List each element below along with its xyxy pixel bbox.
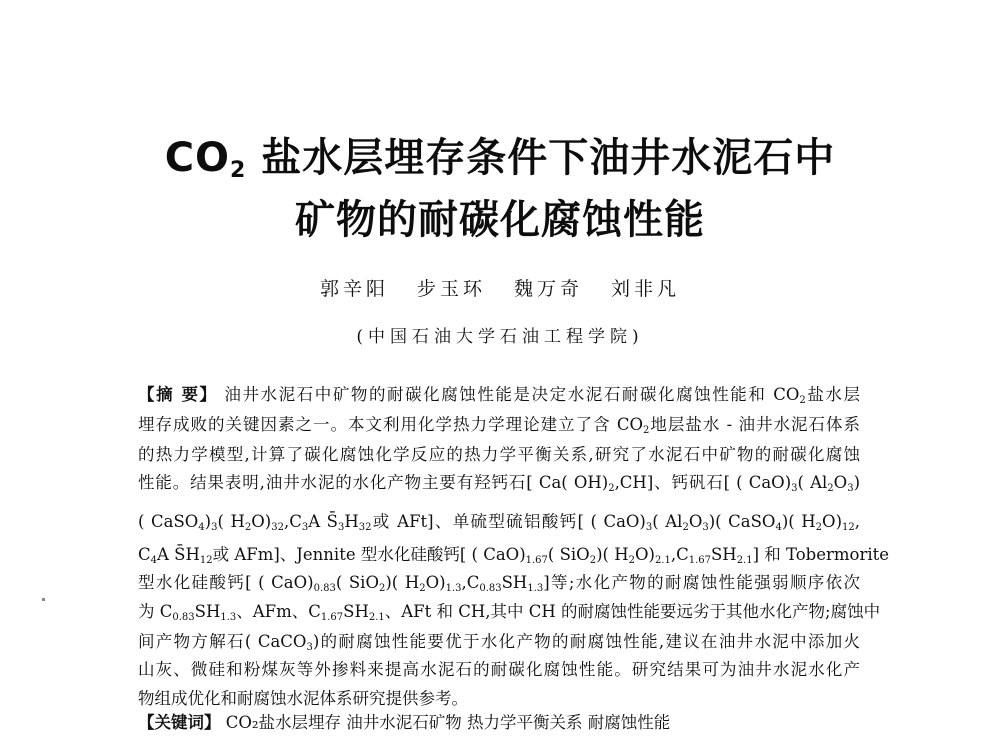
abstract-line-11: 物组成优化和耐腐蚀水泥体系研究提供参考。: [138, 689, 468, 708]
abstract-line-9: 间产物方解石( CaCO$_3$)的耐腐蚀性能要优于水化产物的耐腐蚀性能,建议在油井水泥中添加火: [138, 632, 861, 653]
paper-title-line-2: 矿物的耐碳化腐蚀性能: [295, 197, 705, 243]
abstract-line-10: 山灰、微硅和粉煤灰等外掺料来提高水泥石的耐碳化腐蚀性能。研究结果可为油井水泥水化产: [138, 660, 860, 679]
abstract-line-5: ( $CaSO_4)_3$( $H_2O)_{32},C_3A$ $S̄_3H_{32}$或 AFt]、单硫型硫铝酸钙[ ( $CaO)_3$( $Al_2O_3$)( CaSO$_4$)( $H_2O)_{12}$,: [138, 512, 860, 533]
abstract-line-7: 型水化硅酸钙[ ( $CaO)_{0.83}$( SiO$_2$)( $H_2O)_{1.3},C_{0.83}SH_{1.3}$]等;水化产物的耐腐蚀性能强弱顺序依次: [138, 573, 860, 594]
abstract-line-2: 埋存成败的关键因素之一。本文利用化学热力学理论建立了含 $CO_2$地层盐水 - 油井水泥石体系: [138, 415, 860, 436]
abstract-line-4: 性能。结果表明,油井水泥的水化产物主要有羟钙石[ Ca( $OH)_2,CH$]、钙矾石[ ( $CaO)_3$( $Al_2O_3$): [138, 473, 860, 494]
abstract-line-8: 为 $C_{0.83}SH_{1.3}$、AFm、$C_{1.67}SH_{2.1}$、AFt 和 CH,其中 CH 的耐腐蚀性能要远劣于其他水化产物;腐蚀中: [138, 602, 881, 623]
author-list: 郭辛阳 步玉环 魏万奇 刘非凡: [319, 278, 681, 300]
abstract-line-1: 【摘 要】 油井水泥石中矿物的耐碳化腐蚀性能是决定水泥石耐碳化腐蚀性能和 $CO_2$盐水层: [138, 385, 861, 406]
abstract-line-3: 的热力学模型,计算了碳化腐蚀化学反应的热力学平衡关系,研究了水泥石中矿物的耐碳化腐蚀: [138, 445, 860, 464]
scan-speck: [42, 598, 45, 601]
abstract-label: 【摘 要】: [138, 385, 218, 404]
affiliation: (中国石油大学石油工程学院): [356, 327, 644, 347]
paper-title-line-1: $CO_2$ 盐水层埋存条件下油井水泥石中: [164, 135, 836, 183]
keywords-label: 【关键词】: [138, 713, 221, 732]
keywords-line: 【关键词】 CO₂盐水层埋存 油井水泥石矿物 热力学平衡关系 耐腐蚀性能: [138, 713, 671, 732]
abstract-line-6: $C_4A$ $S̄H_{12}$或 AFm]、Jennite 型水化硅酸钙[ ( $CaO)_{1.67}$( SiO$_2$)( $H_2O)_{2.1},C_{1.67}SH_{2.1}$] 和 Tobermorite: [138, 545, 890, 566]
